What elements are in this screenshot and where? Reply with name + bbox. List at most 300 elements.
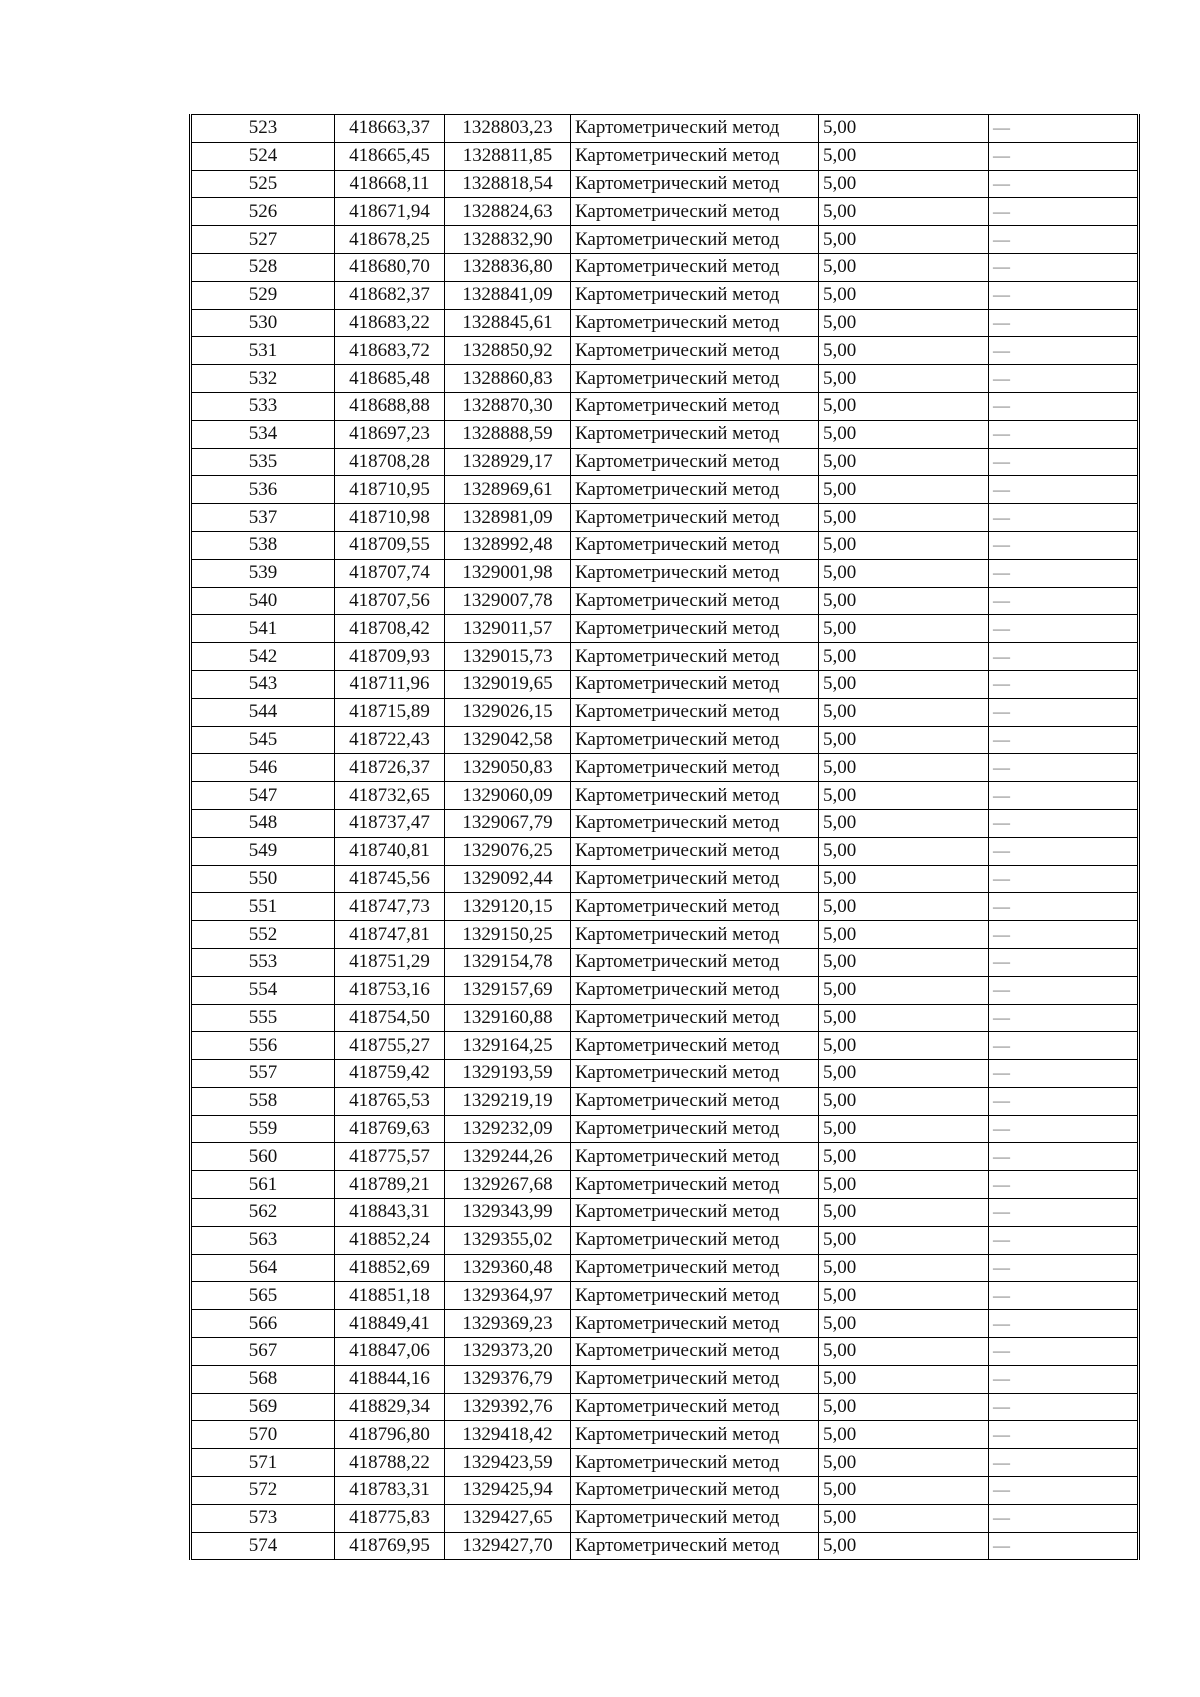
y-coordinate-cell: 1329060,09 (445, 782, 571, 810)
note-cell (989, 1421, 1139, 1449)
point-number-cell: 572 (191, 1477, 335, 1505)
y-coordinate-cell: 1328841,09 (445, 281, 571, 309)
note-cell (989, 1449, 1139, 1477)
table-row (191, 921, 1139, 949)
method-cell: Картометрический метод (571, 1532, 819, 1560)
method-cell: Картометрический метод (571, 504, 819, 532)
table-row (191, 1087, 1139, 1115)
note-cell (989, 809, 1139, 837)
table-row (191, 1449, 1139, 1477)
x-coordinate-cell: 418697,23 (335, 420, 445, 448)
x-coordinate-cell: 418663,37 (335, 115, 445, 143)
table-row (191, 1421, 1139, 1449)
accuracy-cell: 5,00 (819, 893, 989, 921)
accuracy-cell: 5,00 (819, 809, 989, 837)
accuracy-cell: 5,00 (819, 948, 989, 976)
dash-placeholder: — (993, 1536, 1010, 1556)
x-coordinate-cell: 418852,69 (335, 1254, 445, 1282)
dash-placeholder: — (993, 1258, 1010, 1278)
note-cell (989, 420, 1139, 448)
method-cell: Картометрический метод (571, 170, 819, 198)
x-coordinate-cell: 418665,45 (335, 142, 445, 170)
point-number-cell: 535 (191, 448, 335, 476)
x-coordinate-cell: 418680,70 (335, 253, 445, 281)
accuracy-cell: 5,00 (819, 698, 989, 726)
x-coordinate-cell: 418671,94 (335, 198, 445, 226)
accuracy-cell: 5,00 (819, 1060, 989, 1088)
accuracy-cell: 5,00 (819, 1226, 989, 1254)
table-row (191, 1060, 1139, 1088)
note-cell (989, 309, 1139, 337)
dash-placeholder: — (993, 590, 1010, 610)
dash-placeholder: — (993, 618, 1010, 638)
x-coordinate-cell: 418789,21 (335, 1171, 445, 1199)
dash-placeholder: — (993, 424, 1010, 444)
point-number-cell: 571 (191, 1449, 335, 1477)
x-coordinate-cell: 418847,06 (335, 1338, 445, 1366)
y-coordinate-cell: 1329376,79 (445, 1365, 571, 1393)
dash-placeholder: — (993, 868, 1010, 888)
x-coordinate-cell: 418783,31 (335, 1477, 445, 1505)
y-coordinate-cell: 1329050,83 (445, 754, 571, 782)
method-cell: Картометрический метод (571, 1199, 819, 1227)
accuracy-cell: 5,00 (819, 1477, 989, 1505)
dash-placeholder: — (993, 1202, 1010, 1222)
point-number-cell: 527 (191, 226, 335, 254)
table-row (191, 1254, 1139, 1282)
x-coordinate-cell: 418747,73 (335, 893, 445, 921)
dash-placeholder: — (993, 257, 1010, 277)
x-coordinate-cell: 418769,63 (335, 1115, 445, 1143)
dash-placeholder: — (993, 1424, 1010, 1444)
table-row (191, 726, 1139, 754)
y-coordinate-cell: 1329343,99 (445, 1199, 571, 1227)
y-coordinate-cell: 1329026,15 (445, 698, 571, 726)
note-cell (989, 365, 1139, 393)
note-cell (989, 1254, 1139, 1282)
point-number-cell: 562 (191, 1199, 335, 1227)
table-row (191, 670, 1139, 698)
point-number-cell: 573 (191, 1504, 335, 1532)
note-cell (989, 698, 1139, 726)
dash-placeholder: — (993, 841, 1010, 861)
point-number-cell: 537 (191, 504, 335, 532)
note-cell (989, 1060, 1139, 1088)
table-row (191, 643, 1139, 671)
method-cell: Картометрический метод (571, 142, 819, 170)
method-cell: Картометрический метод (571, 698, 819, 726)
y-coordinate-cell: 1328818,54 (445, 170, 571, 198)
point-number-cell: 553 (191, 948, 335, 976)
dash-placeholder: — (993, 1174, 1010, 1194)
table-row (191, 948, 1139, 976)
x-coordinate-cell: 418747,81 (335, 921, 445, 949)
method-cell: Картометрический метод (571, 198, 819, 226)
note-cell (989, 1199, 1139, 1227)
y-coordinate-cell: 1329267,68 (445, 1171, 571, 1199)
note-cell (989, 337, 1139, 365)
x-coordinate-cell: 418726,37 (335, 754, 445, 782)
point-number-cell: 541 (191, 615, 335, 643)
note-cell (989, 281, 1139, 309)
accuracy-cell: 5,00 (819, 337, 989, 365)
note-cell (989, 726, 1139, 754)
note-cell (989, 615, 1139, 643)
x-coordinate-cell: 418844,16 (335, 1365, 445, 1393)
method-cell: Картометрический метод (571, 559, 819, 587)
point-number-cell: 529 (191, 281, 335, 309)
table-row (191, 365, 1139, 393)
method-cell: Картометрический метод (571, 1115, 819, 1143)
x-coordinate-cell: 418843,31 (335, 1199, 445, 1227)
y-coordinate-cell: 1329244,26 (445, 1143, 571, 1171)
note-cell (989, 643, 1139, 671)
x-coordinate-cell: 418678,25 (335, 226, 445, 254)
dash-placeholder: — (993, 674, 1010, 694)
point-number-cell: 540 (191, 587, 335, 615)
point-number-cell: 534 (191, 420, 335, 448)
coordinates-table-body (191, 115, 1139, 1560)
y-coordinate-cell: 1329232,09 (445, 1115, 571, 1143)
method-cell: Картометрический метод (571, 754, 819, 782)
note-cell (989, 1477, 1139, 1505)
point-number-cell: 561 (191, 1171, 335, 1199)
point-number-cell: 567 (191, 1338, 335, 1366)
y-coordinate-cell: 1329423,59 (445, 1449, 571, 1477)
note-cell (989, 1226, 1139, 1254)
dash-placeholder: — (993, 1341, 1010, 1361)
y-coordinate-cell: 1328824,63 (445, 198, 571, 226)
accuracy-cell: 5,00 (819, 1032, 989, 1060)
point-number-cell: 523 (191, 115, 335, 143)
x-coordinate-cell: 418715,89 (335, 698, 445, 726)
y-coordinate-cell: 1329015,73 (445, 643, 571, 671)
y-coordinate-cell: 1329425,94 (445, 1477, 571, 1505)
x-coordinate-cell: 418710,95 (335, 476, 445, 504)
dash-placeholder: — (993, 980, 1010, 1000)
point-number-cell: 536 (191, 476, 335, 504)
x-coordinate-cell: 418685,48 (335, 365, 445, 393)
point-number-cell: 559 (191, 1115, 335, 1143)
table-row (191, 1143, 1139, 1171)
point-number-cell: 557 (191, 1060, 335, 1088)
table-row (191, 1282, 1139, 1310)
method-cell: Картометрический метод (571, 948, 819, 976)
x-coordinate-cell: 418709,93 (335, 643, 445, 671)
y-coordinate-cell: 1328811,85 (445, 142, 571, 170)
y-coordinate-cell: 1328870,30 (445, 392, 571, 420)
accuracy-cell: 5,00 (819, 754, 989, 782)
dash-placeholder: — (993, 952, 1010, 972)
accuracy-cell: 5,00 (819, 726, 989, 754)
accuracy-cell: 5,00 (819, 1532, 989, 1560)
x-coordinate-cell: 418751,29 (335, 948, 445, 976)
accuracy-cell: 5,00 (819, 976, 989, 1004)
method-cell: Картометрический метод (571, 1338, 819, 1366)
table-row (191, 837, 1139, 865)
accuracy-cell: 5,00 (819, 392, 989, 420)
y-coordinate-cell: 1329418,42 (445, 1421, 571, 1449)
table-row (191, 587, 1139, 615)
dash-placeholder: — (993, 118, 1010, 138)
x-coordinate-cell: 418710,98 (335, 504, 445, 532)
accuracy-cell: 5,00 (819, 1449, 989, 1477)
accuracy-cell: 5,00 (819, 531, 989, 559)
point-number-cell: 538 (191, 531, 335, 559)
dash-placeholder: — (993, 507, 1010, 527)
dash-placeholder: — (993, 1091, 1010, 1111)
method-cell: Картометрический метод (571, 1171, 819, 1199)
note-cell (989, 531, 1139, 559)
table-row (191, 115, 1139, 143)
accuracy-cell: 5,00 (819, 837, 989, 865)
note-cell (989, 1282, 1139, 1310)
note-cell (989, 782, 1139, 810)
point-number-cell: 526 (191, 198, 335, 226)
method-cell: Картометрический метод (571, 115, 819, 143)
note-cell (989, 1338, 1139, 1366)
accuracy-cell: 5,00 (819, 643, 989, 671)
dash-placeholder: — (993, 1063, 1010, 1083)
point-number-cell: 563 (191, 1226, 335, 1254)
method-cell: Картометрический метод (571, 1254, 819, 1282)
point-number-cell: 555 (191, 1004, 335, 1032)
x-coordinate-cell: 418759,42 (335, 1060, 445, 1088)
point-number-cell: 565 (191, 1282, 335, 1310)
table-row (191, 1532, 1139, 1560)
point-number-cell: 531 (191, 337, 335, 365)
accuracy-cell: 5,00 (819, 1087, 989, 1115)
table-row (191, 309, 1139, 337)
method-cell: Картометрический метод (571, 809, 819, 837)
point-number-cell: 532 (191, 365, 335, 393)
dash-placeholder: — (993, 1452, 1010, 1472)
y-coordinate-cell: 1328836,80 (445, 253, 571, 281)
x-coordinate-cell: 418851,18 (335, 1282, 445, 1310)
point-number-cell: 570 (191, 1421, 335, 1449)
dash-placeholder: — (993, 146, 1010, 166)
accuracy-cell: 5,00 (819, 1199, 989, 1227)
method-cell: Картометрический метод (571, 365, 819, 393)
table-row (191, 531, 1139, 559)
table-row (191, 1004, 1139, 1032)
y-coordinate-cell: 1328845,61 (445, 309, 571, 337)
table-row (191, 1393, 1139, 1421)
accuracy-cell: 5,00 (819, 170, 989, 198)
table-row (191, 865, 1139, 893)
accuracy-cell: 5,00 (819, 448, 989, 476)
note-cell (989, 142, 1139, 170)
y-coordinate-cell: 1329369,23 (445, 1310, 571, 1338)
point-number-cell: 574 (191, 1532, 335, 1560)
dash-placeholder: — (993, 1119, 1010, 1139)
method-cell: Картометрический метод (571, 281, 819, 309)
x-coordinate-cell: 418732,65 (335, 782, 445, 810)
table-row (191, 420, 1139, 448)
note-cell (989, 392, 1139, 420)
accuracy-cell: 5,00 (819, 1254, 989, 1282)
point-number-cell: 554 (191, 976, 335, 1004)
dash-placeholder: — (993, 785, 1010, 805)
accuracy-cell: 5,00 (819, 559, 989, 587)
x-coordinate-cell: 418722,43 (335, 726, 445, 754)
method-cell: Картометрический метод (571, 337, 819, 365)
note-cell (989, 1310, 1139, 1338)
accuracy-cell: 5,00 (819, 476, 989, 504)
note-cell (989, 1532, 1139, 1560)
table-row (191, 1365, 1139, 1393)
method-cell: Картометрический метод (571, 1393, 819, 1421)
point-number-cell: 569 (191, 1393, 335, 1421)
note-cell (989, 448, 1139, 476)
point-number-cell: 524 (191, 142, 335, 170)
accuracy-cell: 5,00 (819, 504, 989, 532)
note-cell (989, 1504, 1139, 1532)
dash-placeholder: — (993, 1007, 1010, 1027)
point-number-cell: 530 (191, 309, 335, 337)
dash-placeholder: — (993, 396, 1010, 416)
x-coordinate-cell: 418852,24 (335, 1226, 445, 1254)
accuracy-cell: 5,00 (819, 420, 989, 448)
note-cell (989, 976, 1139, 1004)
y-coordinate-cell: 1328969,61 (445, 476, 571, 504)
dash-placeholder: — (993, 896, 1010, 916)
note-cell (989, 587, 1139, 615)
table-row (191, 392, 1139, 420)
note-cell (989, 1004, 1139, 1032)
note-cell (989, 921, 1139, 949)
x-coordinate-cell: 418740,81 (335, 837, 445, 865)
accuracy-cell: 5,00 (819, 198, 989, 226)
y-coordinate-cell: 1329193,59 (445, 1060, 571, 1088)
accuracy-cell: 5,00 (819, 1365, 989, 1393)
y-coordinate-cell: 1329019,65 (445, 670, 571, 698)
table-row (191, 170, 1139, 198)
method-cell: Картометрический метод (571, 392, 819, 420)
y-coordinate-cell: 1329373,20 (445, 1338, 571, 1366)
table-row (191, 893, 1139, 921)
accuracy-cell: 5,00 (819, 1171, 989, 1199)
y-coordinate-cell: 1329092,44 (445, 865, 571, 893)
y-coordinate-cell: 1328929,17 (445, 448, 571, 476)
method-cell: Картометрический метод (571, 253, 819, 281)
coordinates-table (189, 114, 1140, 1560)
dash-placeholder: — (993, 1146, 1010, 1166)
method-cell: Картометрический метод (571, 1365, 819, 1393)
y-coordinate-cell: 1328992,48 (445, 531, 571, 559)
accuracy-cell: 5,00 (819, 1421, 989, 1449)
accuracy-cell: 5,00 (819, 1504, 989, 1532)
method-cell: Картометрический метод (571, 1477, 819, 1505)
x-coordinate-cell: 418707,56 (335, 587, 445, 615)
method-cell: Картометрический метод (571, 921, 819, 949)
method-cell: Картометрический метод (571, 782, 819, 810)
dash-placeholder: — (993, 646, 1010, 666)
accuracy-cell: 5,00 (819, 865, 989, 893)
x-coordinate-cell: 418754,50 (335, 1004, 445, 1032)
note-cell (989, 1393, 1139, 1421)
table-row (191, 1477, 1139, 1505)
x-coordinate-cell: 418796,80 (335, 1421, 445, 1449)
accuracy-cell: 5,00 (819, 1310, 989, 1338)
table-row (191, 1199, 1139, 1227)
x-coordinate-cell: 418668,11 (335, 170, 445, 198)
dash-placeholder: — (993, 757, 1010, 777)
table-row (191, 559, 1139, 587)
method-cell: Картометрический метод (571, 837, 819, 865)
method-cell: Картометрический метод (571, 448, 819, 476)
method-cell: Картометрический метод (571, 309, 819, 337)
y-coordinate-cell: 1329427,65 (445, 1504, 571, 1532)
method-cell: Картометрический метод (571, 726, 819, 754)
dash-placeholder: — (993, 729, 1010, 749)
accuracy-cell: 5,00 (819, 226, 989, 254)
method-cell: Картометрический метод (571, 420, 819, 448)
point-number-cell: 545 (191, 726, 335, 754)
table-row (191, 1310, 1139, 1338)
x-coordinate-cell: 418737,47 (335, 809, 445, 837)
dash-placeholder: — (993, 451, 1010, 471)
point-number-cell: 525 (191, 170, 335, 198)
note-cell (989, 1032, 1139, 1060)
method-cell: Картометрический метод (571, 1087, 819, 1115)
note-cell (989, 948, 1139, 976)
point-number-cell: 544 (191, 698, 335, 726)
table-row (191, 253, 1139, 281)
point-number-cell: 551 (191, 893, 335, 921)
point-number-cell: 539 (191, 559, 335, 587)
y-coordinate-cell: 1328981,09 (445, 504, 571, 532)
note-cell (989, 559, 1139, 587)
accuracy-cell: 5,00 (819, 1143, 989, 1171)
point-number-cell: 549 (191, 837, 335, 865)
dash-placeholder: — (993, 702, 1010, 722)
method-cell: Картометрический метод (571, 1310, 819, 1338)
x-coordinate-cell: 418755,27 (335, 1032, 445, 1060)
point-number-cell: 550 (191, 865, 335, 893)
method-cell: Картометрический метод (571, 1060, 819, 1088)
point-number-cell: 533 (191, 392, 335, 420)
note-cell (989, 253, 1139, 281)
method-cell: Картометрический метод (571, 531, 819, 559)
y-coordinate-cell: 1329160,88 (445, 1004, 571, 1032)
note-cell (989, 476, 1139, 504)
dash-placeholder: — (993, 1313, 1010, 1333)
point-number-cell: 542 (191, 643, 335, 671)
table-row (191, 476, 1139, 504)
note-cell (989, 1171, 1139, 1199)
x-coordinate-cell: 418708,42 (335, 615, 445, 643)
table-row (191, 337, 1139, 365)
method-cell: Картометрический метод (571, 1143, 819, 1171)
note-cell (989, 1087, 1139, 1115)
table-row (191, 976, 1139, 1004)
note-cell (989, 504, 1139, 532)
accuracy-cell: 5,00 (819, 253, 989, 281)
point-number-cell: 560 (191, 1143, 335, 1171)
table-row (191, 698, 1139, 726)
point-number-cell: 548 (191, 809, 335, 837)
dash-placeholder: — (993, 1508, 1010, 1528)
note-cell (989, 1143, 1139, 1171)
x-coordinate-cell: 418709,55 (335, 531, 445, 559)
method-cell: Картометрический метод (571, 1421, 819, 1449)
x-coordinate-cell: 418683,22 (335, 309, 445, 337)
y-coordinate-cell: 1329007,78 (445, 587, 571, 615)
x-coordinate-cell: 418708,28 (335, 448, 445, 476)
point-number-cell: 528 (191, 253, 335, 281)
point-number-cell: 558 (191, 1087, 335, 1115)
